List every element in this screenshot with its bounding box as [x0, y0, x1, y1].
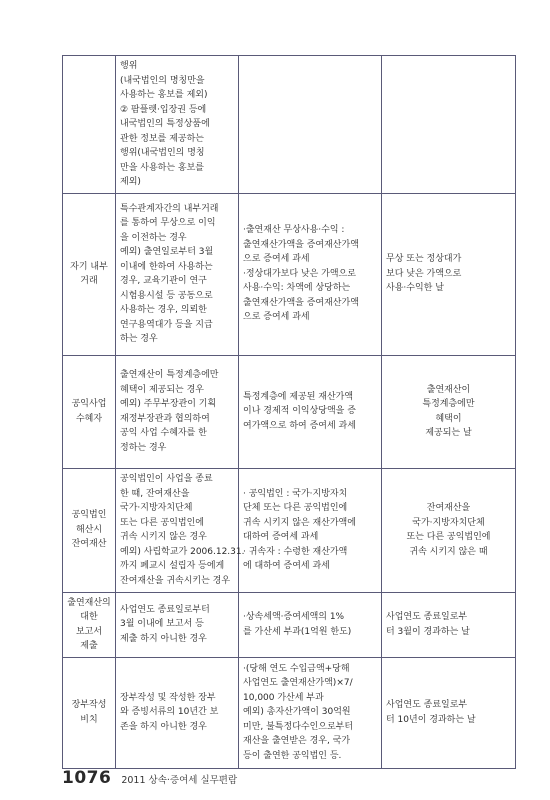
- cell-line: 에 대하여 증여세 과세: [243, 561, 330, 571]
- cell-line: 이나 경제적 이익상당액을 증: [243, 406, 356, 417]
- table-row: [63, 657, 516, 768]
- taxation-date-cell: [382, 56, 516, 194]
- tax-table: [62, 55, 516, 769]
- cell-line: 혜택이: [435, 413, 462, 424]
- cell-line: 국가·지방자치단체: [412, 517, 485, 528]
- taxation-date-cell: [382, 193, 516, 355]
- cell-line: 정하는 경우: [120, 442, 167, 453]
- cell-line: 공익법인이 사업을 종료: [120, 474, 213, 484]
- cell-line: 출연재산가액을 증여재산가액: [243, 297, 359, 308]
- cell-line: 예외) 총자산가액이 30억원: [243, 707, 351, 718]
- cell-line: ② 팜플렛·입장권 등에: [120, 104, 207, 115]
- cell-line: 미만, 불특정다수인으로부터: [243, 721, 354, 732]
- cell-line: 사용·수익한 날: [386, 283, 444, 294]
- table-row: [63, 468, 516, 592]
- cell-line: 사업연도 출연재산가액)×7/: [243, 678, 353, 689]
- cell-line: 또는 다른 공익법인에: [406, 532, 491, 542]
- cell-line: 장부작성 및 작성한 장부: [120, 692, 216, 703]
- cell-line: 사업연도 종료일로부터: [120, 604, 210, 615]
- cell-line: 비치: [80, 714, 98, 725]
- cell-line: 내국법인의 특정상품에: [120, 119, 210, 129]
- cell-line: 공익 사업 수혜자를 한: [120, 428, 207, 438]
- cell-line: 출연재산가액을 증여재산가액: [243, 239, 359, 250]
- requirement-cell: [116, 592, 239, 657]
- tax-method-cell: [239, 56, 382, 194]
- cell-line: 귀속 시키지 않은 재산가액에: [243, 517, 356, 528]
- requirement-cell: [116, 193, 239, 355]
- cell-line: 사용하는 홍보를 제외): [120, 90, 208, 100]
- taxation-date-cell: [382, 355, 516, 468]
- cell-line: 를 통하여 무상으로 이익: [120, 218, 216, 228]
- cell-line: 재산을 출연받은 경우, 국가: [243, 736, 351, 747]
- table-row: [63, 193, 516, 355]
- cell-line: 예외) 사립학교가 2006.12.31.: [120, 546, 245, 557]
- cell-line: 잔여재산을 귀속시키는 경우: [120, 575, 231, 586]
- cell-line: 으로 증여세 과세: [243, 312, 310, 323]
- cell-line: 제외): [120, 177, 141, 187]
- cell-line: 특정계층에만: [422, 399, 475, 409]
- tax-method-cell: [239, 468, 382, 592]
- cell-line: ·상속세액·증여세액의 1%: [243, 612, 345, 622]
- cell-line: ·정상대가보다 낮은 가액으로: [243, 268, 356, 279]
- page-footer: [62, 768, 237, 788]
- requirement-cell: [116, 56, 239, 194]
- cell-line: 와 증빙서류의 10년간 보: [120, 707, 219, 718]
- cell-line: 행위: [120, 61, 138, 71]
- cell-line: 출연재산이 특정계층에만: [120, 370, 219, 380]
- requirement-cell: [116, 468, 245, 592]
- table-row: [63, 355, 516, 468]
- cell-line: 귀속 시키지 않은 때: [409, 546, 488, 557]
- cell-line: 를 가산세 부과(1억원 한도): [243, 626, 352, 637]
- cell-line: ·(당해 연도 수입금액+당해: [243, 663, 350, 674]
- cell-line: 터 10년이 경과하는 날: [386, 714, 476, 725]
- cell-line: 대한: [80, 612, 98, 622]
- cell-line: 특정계층에 제공된 재산가액: [243, 391, 354, 402]
- cell-line: 10,000 가산세 부과: [243, 692, 324, 703]
- cell-line: 경우, 교육기관이 연구: [120, 276, 207, 286]
- cell-line: 공익사업: [71, 399, 107, 409]
- cell-line: 연구용역대가 등을 지급: [120, 319, 213, 330]
- cell-line: 잔여재산을: [426, 503, 471, 513]
- table-row: [63, 592, 516, 657]
- cell-line: 으로 증여세 과세: [243, 254, 310, 265]
- cell-line: 존을 하지 아니한 경우: [120, 721, 207, 732]
- tax-method-cell: [239, 657, 382, 768]
- cell-line: ·출연재산 무상사용·수익 :: [243, 225, 345, 236]
- cell-line: 단체 또는 다른 공익법인에: [243, 503, 348, 513]
- cell-line: 이내에 한하여 사용하는: [120, 261, 213, 272]
- cell-line: 예외) 출연일로부터 3월: [120, 247, 214, 257]
- cell-line: 또는 다른 공익법인에: [120, 517, 204, 528]
- cell-line: 공익법인: [71, 510, 107, 521]
- cell-line: 사용하는 경우, 의뢰한: [120, 305, 207, 315]
- cell-line: 자기 내부: [70, 261, 108, 272]
- cell-line: 등이 출연한 공익법인 등.: [243, 750, 342, 761]
- book-title: 2011 상속·증여세 실무편람: [121, 775, 238, 786]
- cell-line: 출연재산이: [426, 384, 471, 395]
- cell-line: 보고서: [75, 626, 103, 637]
- cell-line: · 귀속자 : 수령한 재산가액: [243, 546, 348, 557]
- category-cell: [63, 657, 116, 768]
- cell-line: 거래: [80, 276, 98, 286]
- cell-line: 예외) 주무부장관이 기획: [120, 399, 217, 409]
- cell-line: 제출 하지 아니한 경우: [120, 633, 207, 644]
- cell-line: 사업연도 종료일로부: [386, 612, 468, 622]
- category-cell: [63, 355, 116, 468]
- cell-line: 터 3월이 경과하는 날: [386, 626, 470, 637]
- category-cell: [63, 592, 116, 657]
- cell-line: 제출: [80, 641, 98, 651]
- cell-line: 혜택이 제공되는 경우: [120, 384, 204, 395]
- cell-line: 사용·수익: 차액에 상당하는: [243, 283, 351, 294]
- cell-line: (내국법인의 명칭만을: [120, 75, 205, 86]
- tax-method-cell: [239, 592, 382, 657]
- cell-line: 관한 정보를 제공하는: [120, 133, 204, 144]
- cell-line: 사업연도 종료일로부: [386, 700, 468, 710]
- cell-line: 여가액으로 하여 증여세 과세: [243, 420, 356, 431]
- cell-line: 잔여재산: [71, 539, 107, 550]
- category-cell: [63, 468, 116, 592]
- cell-line: 보다 낮은 가액으로: [386, 268, 462, 279]
- cell-line: 시험용시설 등 공동으로: [120, 290, 213, 301]
- cell-line: 대하여 증여세 과세: [243, 532, 319, 542]
- cell-line: 귀속 시키지 않은 경우: [120, 532, 207, 542]
- cell-line: 을 이전하는 경우: [120, 232, 187, 243]
- cell-line: 장부작성: [71, 700, 107, 710]
- table-row: [63, 56, 516, 194]
- cell-line: 까지 폐교시 설립자 등에게: [120, 561, 225, 571]
- category-cell: [63, 193, 116, 355]
- tax-method-cell: [239, 355, 382, 468]
- category-cell: [63, 56, 116, 194]
- cell-line: 만을 사용하는 홍보를: [120, 162, 204, 173]
- taxation-date-cell: [382, 592, 516, 657]
- cell-line: 출연재산의: [67, 597, 111, 608]
- tax-method-cell: [239, 193, 382, 355]
- cell-line: 무상 또는 정상대가: [386, 254, 462, 265]
- cell-line: 한 때, 잔여재산을: [120, 488, 190, 499]
- cell-line: 재정부장관과 협의하여: [120, 413, 210, 424]
- cell-line: 행위(내국법인의 명칭: [120, 148, 205, 158]
- cell-line: 수혜자: [75, 413, 103, 424]
- cell-line: 특수관계자간의 내부거래: [120, 203, 219, 214]
- requirement-cell: [116, 355, 239, 468]
- cell-line: 해산시: [75, 524, 103, 535]
- cell-line: · 공익법인 : 국가·지방자치: [243, 488, 348, 499]
- page-number: 1076: [62, 768, 112, 788]
- taxation-date-cell: [382, 468, 516, 592]
- taxation-date-cell: [382, 657, 516, 768]
- requirement-cell: [116, 657, 239, 768]
- cell-line: 3월 이내에 보고서 등: [120, 619, 204, 630]
- cell-line: 제공되는 날: [425, 428, 472, 438]
- cell-line: 국가·지방자치단체: [120, 503, 193, 513]
- cell-line: 하는 경우: [120, 334, 158, 344]
